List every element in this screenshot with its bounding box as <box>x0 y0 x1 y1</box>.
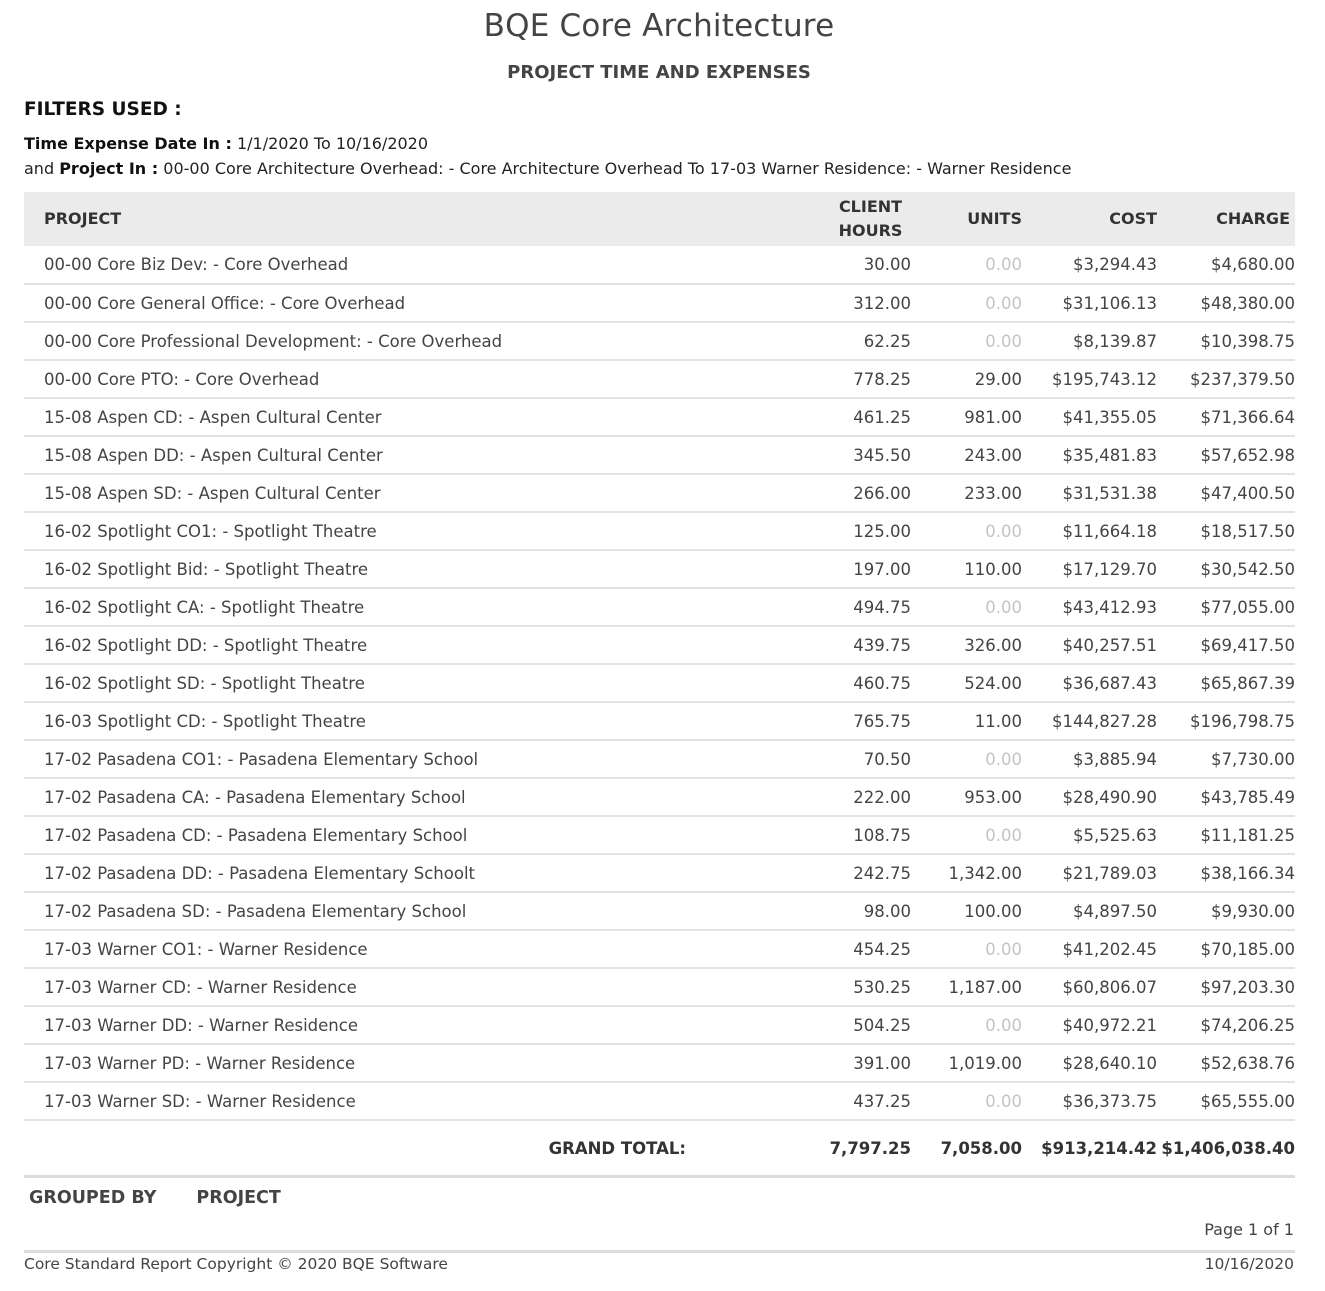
cell-project: 17-03 Warner PD: - Warner Residence <box>44 1053 356 1073</box>
cell-project: 16-03 Spotlight CD: - Spotlight Theatre <box>44 711 366 731</box>
cell-cost: $41,202.45 <box>1062 939 1157 959</box>
cell-client-hours: 391.00 <box>853 1053 911 1073</box>
filter-time-expense <box>24 134 428 153</box>
table-row <box>24 550 1295 588</box>
cell-charge: $38,166.34 <box>1200 863 1295 883</box>
grand-total-cost: $913,214.42 <box>1041 1139 1157 1159</box>
grand-total-units: 7,058.00 <box>940 1139 1022 1159</box>
cell-cost: $8,139.87 <box>1073 331 1157 351</box>
cell-client-hours: 108.75 <box>853 825 911 845</box>
cell-project: 17-03 Warner DD: - Warner Residence <box>44 1015 358 1035</box>
cell-cost: $3,294.43 <box>1073 255 1157 274</box>
cell-charge: $4,680.00 <box>1211 255 1295 274</box>
cell-units: 233.00 <box>964 483 1022 503</box>
cell-charge: $30,542.50 <box>1200 559 1295 579</box>
report-company-title: BQE Core Architecture <box>483 8 835 44</box>
cell-cost: $40,972.21 <box>1062 1015 1157 1035</box>
cell-cost: $36,687.43 <box>1062 673 1157 693</box>
cell-project: 00-00 Core General Office: - Core Overhead <box>44 293 406 313</box>
cell-cost: $36,373.75 <box>1062 1091 1157 1111</box>
cell-charge: $77,055.00 <box>1200 597 1295 617</box>
table-row <box>24 930 1295 968</box>
filters-heading: FILTERS USED : <box>24 99 182 120</box>
cell-units: 0.00 <box>985 597 1022 617</box>
filter-and-text: and <box>24 159 55 178</box>
cell-project: 00-00 Core Biz Dev: - Core Overhead <box>44 255 349 274</box>
cell-project: 15-08 Aspen DD: - Aspen Cultural Center <box>44 445 383 465</box>
cell-cost: $31,106.13 <box>1062 293 1157 313</box>
cell-project: 00-00 Core Professional Development: - Core Overhead <box>44 331 503 351</box>
cell-client-hours: 454.25 <box>853 939 911 959</box>
cell-client-hours: 242.75 <box>853 863 911 883</box>
cell-cost: $195,743.12 <box>1052 369 1157 389</box>
report-title: PROJECT TIME AND EXPENSES <box>507 62 811 83</box>
table-row <box>24 436 1295 474</box>
cell-charge: $74,206.25 <box>1200 1015 1295 1035</box>
cell-charge: $71,366.64 <box>1200 407 1295 427</box>
table-row <box>24 322 1295 360</box>
cell-units: 524.00 <box>964 673 1022 693</box>
grand-total-label: GRAND TOTAL: <box>548 1139 686 1159</box>
cell-client-hours: 125.00 <box>853 521 911 541</box>
cell-units: 1,019.00 <box>948 1053 1022 1073</box>
cell-units: 0.00 <box>985 255 1022 274</box>
cell-units: 326.00 <box>964 635 1022 655</box>
cell-client-hours: 197.00 <box>853 559 911 579</box>
cell-units: 1,342.00 <box>948 863 1022 883</box>
cell-client-hours: 530.25 <box>853 977 911 997</box>
cell-project: 17-02 Pasadena CO1: - Pasadena Elementary School <box>44 749 479 769</box>
table-row <box>24 1006 1295 1044</box>
cell-project: 16-02 Spotlight CO1: - Spotlight Theatre <box>44 521 377 541</box>
cell-charge: $48,380.00 <box>1200 293 1295 313</box>
cell-units: 953.00 <box>964 787 1022 807</box>
header-client-hours <box>810 192 911 246</box>
grouped-by-label: GROUPED BY <box>29 1188 157 1208</box>
header-charge: CHARGE <box>1216 209 1290 228</box>
table-row <box>24 778 1295 816</box>
cell-units: 981.00 <box>964 407 1022 427</box>
cell-client-hours: 504.25 <box>853 1015 911 1035</box>
cell-client-hours: 70.50 <box>863 749 911 769</box>
cell-client-hours: 312.00 <box>853 293 911 313</box>
cell-charge: $196,798.75 <box>1190 711 1295 731</box>
cell-project: 17-03 Warner CD: - Warner Residence <box>44 977 357 997</box>
filter-project-value: 00-00 Core Architecture Overhead: - Core Architecture Overhead To 17-03 Warner Residence: - Warner Residence <box>163 159 1072 178</box>
cell-units: 1,187.00 <box>948 977 1022 997</box>
header-client-hours-line2: HOURS <box>838 221 903 240</box>
report-table <box>24 192 1295 1178</box>
cell-units: 0.00 <box>985 1015 1022 1035</box>
cell-client-hours: 437.25 <box>853 1091 911 1111</box>
cell-cost: $11,664.18 <box>1062 521 1157 541</box>
cell-units: 243.00 <box>964 445 1022 465</box>
cell-cost: $41,355.05 <box>1062 407 1157 427</box>
cell-project: 16-02 Spotlight DD: - Spotlight Theatre <box>44 635 368 655</box>
cell-client-hours: 222.00 <box>853 787 911 807</box>
grand-total-hours: 7,797.25 <box>829 1139 911 1159</box>
footer-divider <box>24 1250 1295 1253</box>
cell-client-hours: 30.00 <box>863 255 911 274</box>
grouped-by <box>29 1188 281 1208</box>
cell-units: 29.00 <box>974 369 1022 389</box>
table-row <box>24 246 1295 284</box>
cell-cost: $40,257.51 <box>1062 635 1157 655</box>
table-row <box>24 398 1295 436</box>
table-row <box>24 664 1295 702</box>
header-units: UNITS <box>967 209 1022 228</box>
report-date: 10/16/2020 <box>1204 1255 1294 1273</box>
cell-cost: $43,412.93 <box>1062 597 1157 617</box>
cell-charge: $11,181.25 <box>1200 825 1295 845</box>
cell-cost: $144,827.28 <box>1052 711 1157 731</box>
cell-cost: $4,897.50 <box>1073 901 1157 921</box>
cell-cost: $28,490.90 <box>1062 787 1157 807</box>
table-row <box>24 854 1295 892</box>
cell-client-hours: 62.25 <box>863 331 911 351</box>
cell-cost: $3,885.94 <box>1073 749 1157 769</box>
cell-units: 11.00 <box>974 711 1022 731</box>
cell-client-hours: 345.50 <box>853 445 911 465</box>
cell-cost: $5,525.63 <box>1073 825 1157 845</box>
table-row <box>24 702 1295 740</box>
cell-charge: $97,203.30 <box>1200 977 1295 997</box>
grand-total-row <box>24 1120 1295 1176</box>
cell-client-hours: 460.75 <box>853 673 911 693</box>
table-row <box>24 816 1295 854</box>
filter-project <box>24 159 1071 178</box>
cell-units: 0.00 <box>985 331 1022 351</box>
cell-charge: $237,379.50 <box>1190 369 1295 389</box>
table-body <box>24 246 1295 1176</box>
cell-cost: $17,129.70 <box>1062 559 1157 579</box>
table-row <box>24 968 1295 1006</box>
cell-project: 15-08 Aspen CD: - Aspen Cultural Center <box>44 407 382 427</box>
table-row <box>24 1082 1295 1120</box>
cell-charge: $18,517.50 <box>1200 521 1295 541</box>
cell-project: 17-03 Warner SD: - Warner Residence <box>44 1091 356 1111</box>
table-row <box>24 474 1295 512</box>
cell-project: 16-02 Spotlight CA: - Spotlight Theatre <box>44 597 365 617</box>
cell-units: 0.00 <box>985 1091 1022 1111</box>
grouped-by-value: PROJECT <box>196 1188 281 1208</box>
cell-cost: $35,481.83 <box>1062 445 1157 465</box>
table-row <box>24 512 1295 550</box>
cell-project: 00-00 Core PTO: - Core Overhead <box>44 369 320 389</box>
table-header-row <box>24 192 1295 246</box>
table-row <box>24 626 1295 664</box>
header-project: PROJECT <box>44 209 122 228</box>
cell-cost: $60,806.07 <box>1062 977 1157 997</box>
cell-client-hours: 461.25 <box>853 407 911 427</box>
cell-project: 16-02 Spotlight SD: - Spotlight Theatre <box>44 673 365 693</box>
table-row <box>24 284 1295 322</box>
cell-project: 15-08 Aspen SD: - Aspen Cultural Center <box>44 483 381 503</box>
cell-charge: $47,400.50 <box>1200 483 1295 503</box>
filter-project-label: Project In : <box>59 159 159 178</box>
cell-units: 0.00 <box>985 521 1022 541</box>
cell-charge: $43,785.49 <box>1200 787 1295 807</box>
cell-charge: $57,652.98 <box>1200 445 1295 465</box>
cell-units: 0.00 <box>985 825 1022 845</box>
cell-units: 110.00 <box>964 559 1022 579</box>
cell-project: 17-02 Pasadena DD: - Pasadena Elementary Schoolt <box>44 863 475 883</box>
cell-client-hours: 494.75 <box>853 597 911 617</box>
header-client-hours-line1: CLIENT <box>838 197 903 216</box>
cell-charge: $70,185.00 <box>1200 939 1295 959</box>
cell-charge: $7,730.00 <box>1211 749 1295 769</box>
cell-project: 17-03 Warner CO1: - Warner Residence <box>44 939 368 959</box>
cell-charge: $69,417.50 <box>1200 635 1295 655</box>
cell-project: 17-02 Pasadena CD: - Pasadena Elementary School <box>44 825 468 845</box>
grand-total-charge: $1,406,038.40 <box>1161 1139 1295 1159</box>
table-row <box>24 892 1295 930</box>
cell-project: 17-02 Pasadena SD: - Pasadena Elementary School <box>44 901 467 921</box>
cell-cost: $21,789.03 <box>1062 863 1157 883</box>
copyright-text: Core Standard Report Copyright © 2020 BQE Software <box>24 1255 448 1273</box>
cell-cost: $31,531.38 <box>1062 483 1157 503</box>
cell-client-hours: 266.00 <box>853 483 911 503</box>
cell-charge: $10,398.75 <box>1200 331 1295 351</box>
cell-client-hours: 765.75 <box>853 711 911 731</box>
cell-units: 0.00 <box>985 749 1022 769</box>
cell-units: 100.00 <box>964 901 1022 921</box>
cell-charge: $65,555.00 <box>1200 1091 1295 1111</box>
cell-units: 0.00 <box>985 293 1022 313</box>
table-row <box>24 360 1295 398</box>
page-number: Page 1 of 1 <box>1204 1220 1294 1239</box>
cell-units: 0.00 <box>985 939 1022 959</box>
cell-charge: $65,867.39 <box>1200 673 1295 693</box>
table-row <box>24 588 1295 626</box>
filter-time-expense-label: Time Expense Date In : <box>24 134 232 153</box>
cell-client-hours: 98.00 <box>863 901 911 921</box>
cell-cost: $28,640.10 <box>1062 1053 1157 1073</box>
cell-client-hours: 778.25 <box>853 369 911 389</box>
header-cost: COST <box>1109 209 1157 228</box>
cell-client-hours: 439.75 <box>853 635 911 655</box>
table-row <box>24 740 1295 778</box>
cell-charge: $52,638.76 <box>1200 1053 1295 1073</box>
filter-time-expense-value: 1/1/2020 To 10/16/2020 <box>236 134 429 153</box>
cell-charge: $9,930.00 <box>1211 901 1295 921</box>
cell-project: 17-02 Pasadena CA: - Pasadena Elementary School <box>44 787 466 807</box>
cell-project: 16-02 Spotlight Bid: - Spotlight Theatre <box>44 559 369 579</box>
table-row <box>24 1044 1295 1082</box>
